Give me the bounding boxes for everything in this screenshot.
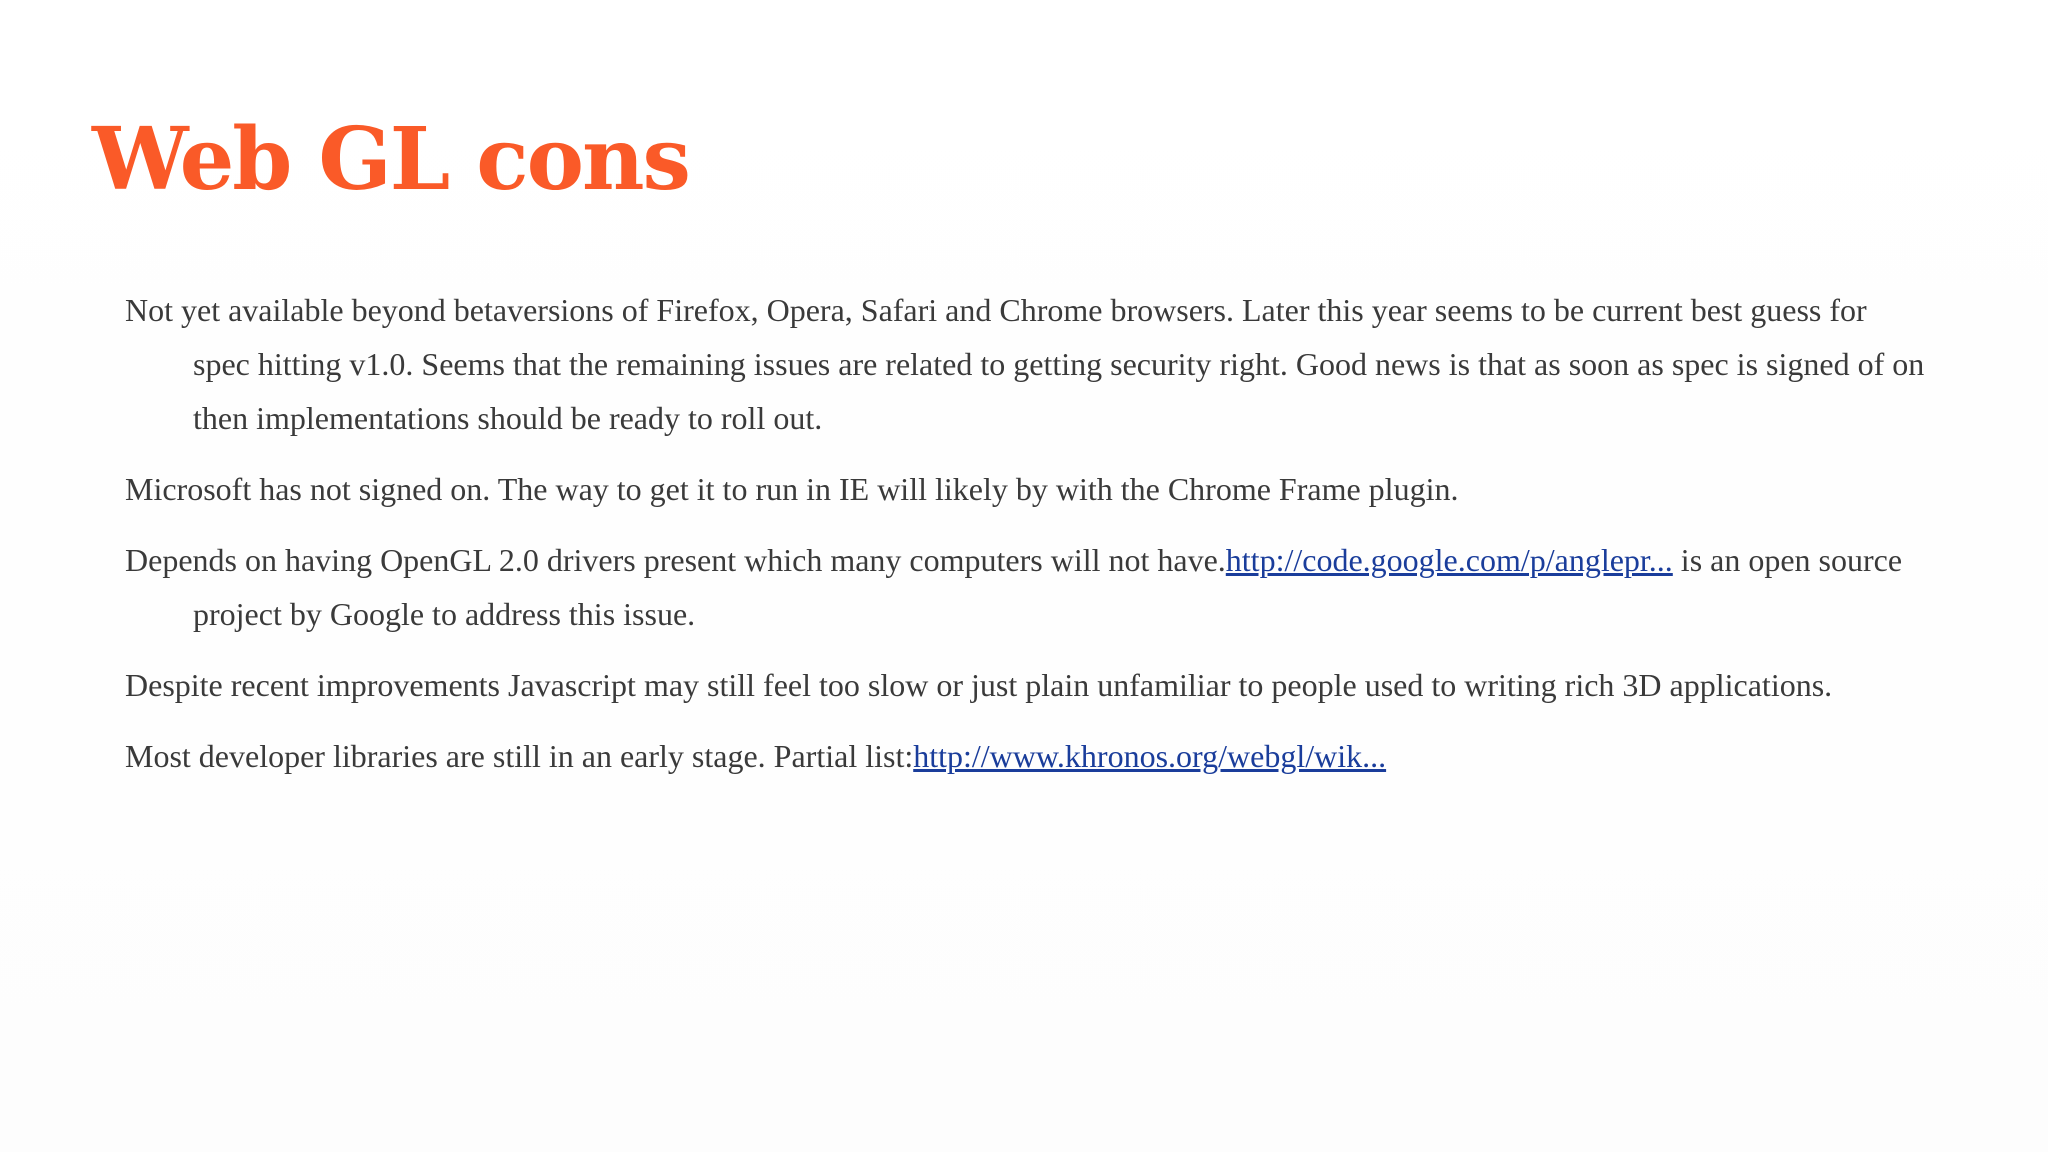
libraries-text: Most developer libraries are still in an early stage. Partial list: — [125, 738, 914, 774]
khronos-wiki-link[interactable]: http://www.khronos.org/webgl/wik... — [913, 738, 1387, 774]
angle-project-link[interactable]: http://code.google.com/p/anglepr... — [1225, 542, 1673, 578]
bullet-list — [125, 283, 1925, 800]
list-item-opengl-drivers — [125, 533, 1925, 641]
list-item-availability: Not yet available beyond betaversions of Firefox, Opera, Safari and Chrome browsers. Later this year seems to be current best guess for spec hitting v1.0. Seems that the remaining issues are related to getting security right. Good news is that as soon as spec is signed of on then implementations should be ready to roll out. — [125, 292, 1925, 436]
opengl-drivers-text: Depends on having OpenGL 2.0 drivers present which many computers will not have. — [125, 542, 1226, 578]
slide-title: Web GL cons — [92, 109, 689, 210]
list-item-libraries — [125, 729, 1925, 783]
list-item-microsoft: Microsoft has not signed on. The way to get it to run in IE will likely by with the Chrome Frame plugin. — [125, 471, 1459, 507]
list-item-javascript: Despite recent improvements Javascript may still feel too slow or just plain unfamiliar to people used to writing rich 3D applications. — [125, 667, 1833, 703]
opengl-drivers-text-after: is an open source project by Google to address this issue. — [193, 542, 1903, 632]
